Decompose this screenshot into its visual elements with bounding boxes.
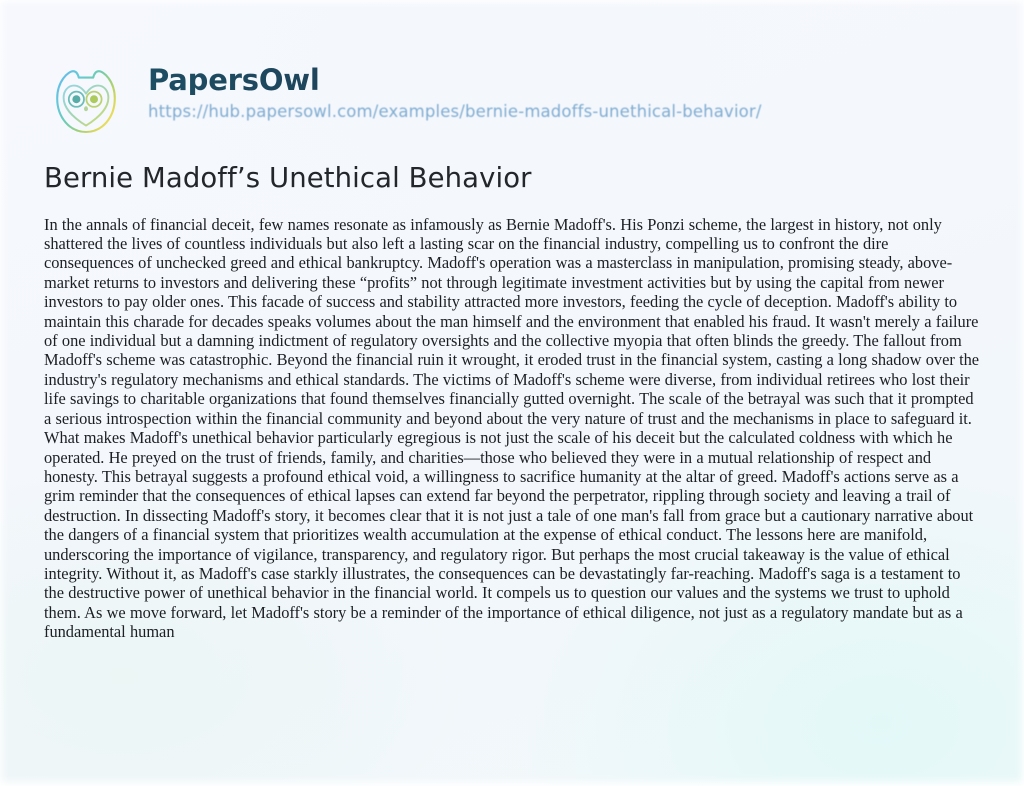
- brand-block: [148, 58, 762, 121]
- brand-name: PapersOwl: [148, 66, 762, 95]
- owl-logo-icon: [46, 60, 126, 140]
- page-url[interactable]: https://hub.papersowl.com/examples/bernie-madoffs-unethical-behavior/: [148, 102, 762, 121]
- site-header: [46, 58, 762, 140]
- article: [44, 163, 980, 642]
- page-title: Bernie Madoff’s Unethical Behavior: [44, 162, 532, 194]
- article-body-text: In the annals of financial deceit, few names resonate as infamously as Bernie Madoff's. His Ponzi scheme, the largest in history, not only shattered the lives of countless individuals but also left a lasting scar on the financial industry, compelling us to confront the dire consequences of unchecked greed and ethical bankruptcy. Madoff's operation was a masterclass in manipulation, promising steady, above-market returns to investors and delivering these “profits” not through legitimate investment activities but by using the capital from newer investors to pay older ones. This facade of success and stability attracted more investors, feeding the cycle of deception. Madoff's ability to maintain this charade for decades speaks volumes about the man himself and the environment that enabled his fraud. It wasn't merely a failure of one individual but a damning indictment of regulatory oversights and the collective myopia that often blinds the greedy. The fallout from Madoff's scheme was catastrophic. Beyond the financial ruin it wrought, it eroded trust in the financial system, casting a long shadow over the industry's regulatory mechanisms and ethical standards. The victims of Madoff's scheme were diverse, from individual retirees who lost their life savings to charitable organizations that found themselves financially gutted overnight. The scale of the betrayal was such that it prompted a serious introspection within the financial community and beyond about the very nature of trust and the mechanisms in place to safeguard it. What makes Madoff's unethical behavior particularly egregious is not just the scale of his deceit but the calculated coldness with which he operated. He preyed on the trust of friends, family, and charities—those who believed they were in a mutual relationship of respect and honesty. This betrayal suggests a profound ethical void, a willingness to sacrifice humanity at the altar of greed. Madoff's actions serve as a grim reminder that the consequences of ethical lapses can extend far beyond the perpetrator, rippling through society and leaving a trail of destruction. In dissecting Madoff's story, it becomes clear that it is not just a tale of one man's fall from grace but a cautionary narrative about the dangers of a financial system that prioritizes wealth accumulation at the expense of ethical conduct. The lessons here are manifold, underscoring the importance of vigilance, transparency, and regulatory rigor. But perhaps the most crucial takeaway is the value of ethical integrity. Without it, as Madoff's case starkly illustrates, the consequences can be devastatingly far-reaching. Madoff's saga is a testament to the destructive power of unethical behavior in the financial world. It compels us to question our values and the systems we trust to uphold them. As we move forward, let Madoff's story be a reminder of the importance of ethical diligence, not just as a regulatory mandate but as a fundamental human: [44, 214, 980, 642]
